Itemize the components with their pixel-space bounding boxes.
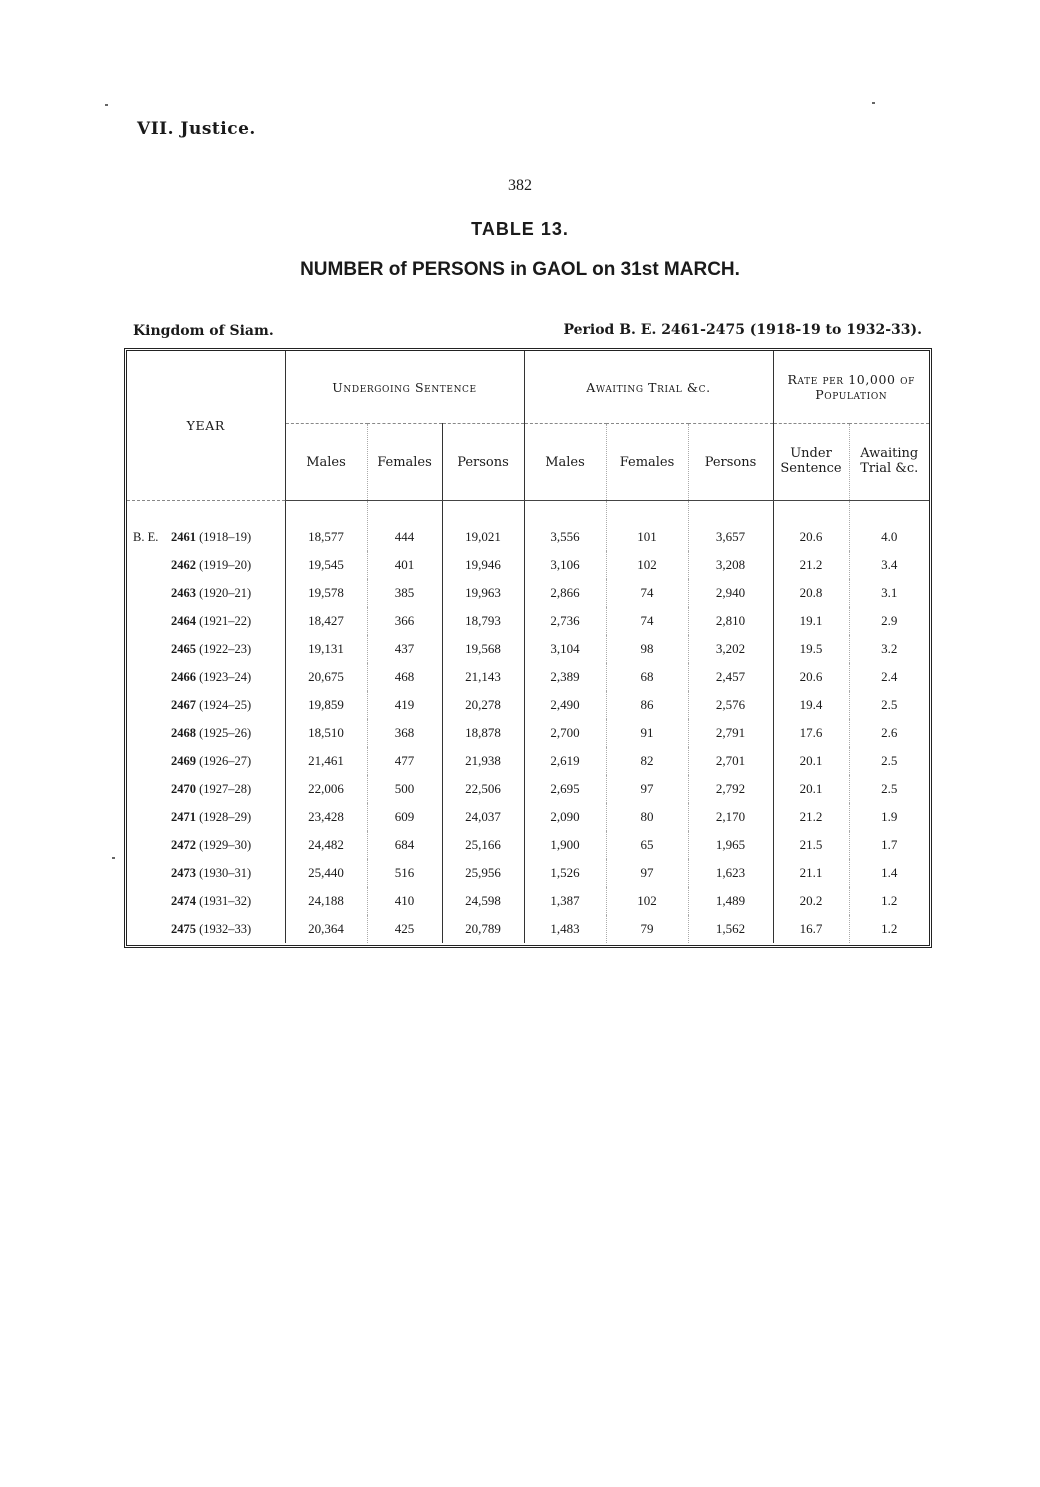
us-females-cell: 410 (367, 887, 442, 915)
at-persons-cell: 1,562 (688, 915, 773, 943)
buddhist-era-year: 2469 (171, 753, 196, 768)
table-number: TABLE 13. (471, 219, 569, 239)
gregorian-year: (1926–27) (199, 753, 252, 768)
buddhist-era-year: 2471 (171, 809, 196, 824)
at-persons-cell: 2,940 (688, 579, 773, 607)
us-persons-cell: 25,166 (442, 831, 524, 859)
year-cell (127, 719, 285, 747)
buddhist-era-year: 2467 (171, 697, 196, 712)
year-cell (127, 551, 285, 579)
table-row (127, 691, 929, 719)
rate-awaiting-trial-header: Awaiting Trial &c. (849, 424, 929, 501)
rate-under-sentence-cell: 17.6 (773, 719, 849, 747)
us-persons-cell: 19,021 (442, 501, 524, 552)
at-males-cell: 1,900 (524, 831, 606, 859)
gregorian-year: (1925–26) (199, 725, 252, 740)
us-persons-cell: 18,878 (442, 719, 524, 747)
page-number: 382 (508, 177, 532, 194)
us-males-cell: 22,006 (285, 775, 367, 803)
period-label: Period B. E. 2461-2475 (1918-19 to 1932-33). (563, 322, 922, 338)
us-females-cell: 425 (367, 915, 442, 943)
buddhist-era-year: 2470 (171, 781, 196, 796)
table-row (127, 831, 929, 859)
at-persons-cell: 2,792 (688, 775, 773, 803)
gregorian-year: (1922–23) (199, 641, 252, 656)
buddhist-era-year: 2468 (171, 725, 196, 740)
at-males-cell: 2,866 (524, 579, 606, 607)
at-males-cell: 1,483 (524, 915, 606, 943)
rate-awaiting-trial-cell: 2.4 (849, 663, 929, 691)
at-males-cell: 2,700 (524, 719, 606, 747)
table-title: NUMBER of PERSONS in GAOL on 31st MARCH. (300, 259, 740, 280)
us-persons-cell: 20,278 (442, 691, 524, 719)
year-cell (127, 803, 285, 831)
at-females-cell: 80 (606, 803, 688, 831)
year-cell (127, 915, 285, 943)
us-females-cell: 419 (367, 691, 442, 719)
table-row (127, 915, 929, 943)
rate-under-sentence-cell: 19.4 (773, 691, 849, 719)
us-females-cell: 468 (367, 663, 442, 691)
gregorian-year: (1931–32) (199, 893, 252, 908)
year-cell (127, 747, 285, 775)
us-males-cell: 18,427 (285, 607, 367, 635)
us-males-cell: 19,545 (285, 551, 367, 579)
at-males-cell: 2,389 (524, 663, 606, 691)
rate-under-sentence-cell: 21.5 (773, 831, 849, 859)
table-row (127, 579, 929, 607)
at-persons-cell: 3,202 (688, 635, 773, 663)
us-males-cell: 20,675 (285, 663, 367, 691)
rate-under-sentence-cell: 20.6 (773, 501, 849, 552)
us-females-cell: 684 (367, 831, 442, 859)
buddhist-era-year: 2472 (171, 837, 196, 852)
at-females-cell: 91 (606, 719, 688, 747)
buddhist-era-year: 2466 (171, 669, 196, 684)
at-males-cell: 3,104 (524, 635, 606, 663)
us-males-cell: 23,428 (285, 803, 367, 831)
rate-under-sentence-cell: 20.1 (773, 775, 849, 803)
at-persons-cell: 2,810 (688, 607, 773, 635)
rate-under-sentence-cell: 16.7 (773, 915, 849, 943)
us-persons-cell: 21,143 (442, 663, 524, 691)
gregorian-year: (1928–29) (199, 809, 252, 824)
us-males-cell: 18,577 (285, 501, 367, 552)
at-persons-cell: 2,791 (688, 719, 773, 747)
table-row (127, 635, 929, 663)
us-persons-cell: 24,037 (442, 803, 524, 831)
us-persons-cell: 18,793 (442, 607, 524, 635)
at-males-cell: 3,556 (524, 501, 606, 552)
rate-under-sentence-cell: 20.6 (773, 663, 849, 691)
rate-under-sentence-cell: 20.2 (773, 887, 849, 915)
table-row (127, 803, 929, 831)
us-males-cell: 19,859 (285, 691, 367, 719)
year-cell (127, 831, 285, 859)
us-persons-cell: 21,938 (442, 747, 524, 775)
rate-awaiting-trial-cell: 2.9 (849, 607, 929, 635)
us-males-cell: 19,131 (285, 635, 367, 663)
rate-under-sentence-cell: 21.1 (773, 859, 849, 887)
rate-awaiting-trial-cell: 1.2 (849, 887, 929, 915)
us-males-cell: 18,510 (285, 719, 367, 747)
at-females-cell: 68 (606, 663, 688, 691)
year-cell (127, 859, 285, 887)
buddhist-era-year: 2474 (171, 893, 196, 908)
at-males-cell: 3,106 (524, 551, 606, 579)
gregorian-year: (1920–21) (199, 585, 252, 600)
rate-awaiting-trial-cell: 1.2 (849, 915, 929, 943)
year-cell (127, 663, 285, 691)
rate-under-sentence-header: Under Sentence (773, 424, 849, 501)
rate-under-sentence-cell: 21.2 (773, 551, 849, 579)
us-females-cell: 437 (367, 635, 442, 663)
at-males-cell: 1,526 (524, 859, 606, 887)
at-females-cell: 82 (606, 747, 688, 775)
rate-awaiting-trial-cell: 3.2 (849, 635, 929, 663)
at-males-cell: 2,619 (524, 747, 606, 775)
gregorian-year: (1930–31) (199, 865, 252, 880)
us-females-header: Females (367, 424, 442, 501)
us-females-cell: 609 (367, 803, 442, 831)
gaol-table (127, 351, 929, 943)
rate-per-population-header: Rate per 10,000 of Population (773, 351, 929, 424)
us-persons-cell: 24,598 (442, 887, 524, 915)
year-cell (127, 775, 285, 803)
at-persons-cell: 1,965 (688, 831, 773, 859)
us-females-cell: 477 (367, 747, 442, 775)
gregorian-year: (1932–33) (199, 921, 252, 936)
section-heading: VII. Justice. (137, 119, 256, 139)
table-row (127, 887, 929, 915)
us-males-cell: 21,461 (285, 747, 367, 775)
us-males-cell: 19,578 (285, 579, 367, 607)
rate-awaiting-trial-cell: 1.9 (849, 803, 929, 831)
at-persons-cell: 1,489 (688, 887, 773, 915)
at-persons-cell: 2,701 (688, 747, 773, 775)
scan-speck (112, 857, 115, 859)
us-persons-cell: 19,963 (442, 579, 524, 607)
gregorian-year: (1924–25) (199, 697, 252, 712)
at-males-header: Males (524, 424, 606, 501)
at-females-cell: 102 (606, 551, 688, 579)
gregorian-year: (1921–22) (199, 613, 252, 628)
us-males-cell: 24,188 (285, 887, 367, 915)
gregorian-year: (1923–24) (199, 669, 252, 684)
at-females-cell: 86 (606, 691, 688, 719)
year-cell (127, 579, 285, 607)
buddhist-era-year: 2465 (171, 641, 196, 656)
buddhist-era-year: 2473 (171, 865, 196, 880)
year-cell (127, 501, 285, 552)
us-persons-cell: 19,568 (442, 635, 524, 663)
rate-under-sentence-cell: 19.5 (773, 635, 849, 663)
rate-awaiting-trial-cell: 2.6 (849, 719, 929, 747)
rate-awaiting-trial-cell: 2.5 (849, 775, 929, 803)
gregorian-year: (1919–20) (199, 557, 252, 572)
buddhist-era-year: 2461 (171, 529, 196, 544)
table-row (127, 775, 929, 803)
us-females-cell: 500 (367, 775, 442, 803)
at-females-cell: 101 (606, 501, 688, 552)
at-males-cell: 2,695 (524, 775, 606, 803)
year-column-header: YEAR (127, 351, 285, 501)
at-males-cell: 1,387 (524, 887, 606, 915)
at-persons-cell: 3,208 (688, 551, 773, 579)
us-persons-cell: 20,789 (442, 915, 524, 943)
at-females-header: Females (606, 424, 688, 501)
era-prefix: B. E. (133, 529, 159, 544)
at-males-cell: 2,490 (524, 691, 606, 719)
at-females-cell: 98 (606, 635, 688, 663)
gregorian-year: (1918–19) (199, 529, 252, 544)
us-males-cell: 25,440 (285, 859, 367, 887)
table-body (127, 501, 929, 944)
us-females-cell: 366 (367, 607, 442, 635)
us-males-cell: 20,364 (285, 915, 367, 943)
buddhist-era-year: 2475 (171, 921, 196, 936)
at-females-cell: 97 (606, 859, 688, 887)
year-cell (127, 607, 285, 635)
us-females-cell: 368 (367, 719, 442, 747)
at-persons-cell: 2,457 (688, 663, 773, 691)
us-persons-cell: 22,506 (442, 775, 524, 803)
rate-awaiting-trial-cell: 3.1 (849, 579, 929, 607)
buddhist-era-year: 2464 (171, 613, 196, 628)
rate-under-sentence-cell: 21.2 (773, 803, 849, 831)
at-females-cell: 74 (606, 607, 688, 635)
us-persons-cell: 25,956 (442, 859, 524, 887)
rate-under-sentence-cell: 20.1 (773, 747, 849, 775)
at-females-cell: 74 (606, 579, 688, 607)
buddhist-era-year: 2462 (171, 557, 196, 572)
us-females-cell: 516 (367, 859, 442, 887)
at-males-cell: 2,736 (524, 607, 606, 635)
gregorian-year: (1929–30) (199, 837, 252, 852)
rate-awaiting-trial-cell: 2.5 (849, 691, 929, 719)
table-row (127, 747, 929, 775)
year-cell (127, 887, 285, 915)
undergoing-sentence-header: Undergoing Sentence (285, 351, 524, 424)
table-row (127, 607, 929, 635)
rate-awaiting-trial-cell: 3.4 (849, 551, 929, 579)
table-row (127, 663, 929, 691)
table-row (127, 859, 929, 887)
at-persons-header: Persons (688, 424, 773, 501)
rate-awaiting-trial-cell: 1.7 (849, 831, 929, 859)
at-persons-cell: 3,657 (688, 501, 773, 552)
scan-speck (105, 104, 108, 106)
us-persons-cell: 19,946 (442, 551, 524, 579)
at-females-cell: 65 (606, 831, 688, 859)
table-row (127, 551, 929, 579)
table-row (127, 501, 929, 552)
table-row (127, 719, 929, 747)
rate-awaiting-trial-cell: 1.4 (849, 859, 929, 887)
year-cell (127, 635, 285, 663)
buddhist-era-year: 2463 (171, 585, 196, 600)
at-persons-cell: 2,170 (688, 803, 773, 831)
rate-awaiting-trial-cell: 4.0 (849, 501, 929, 552)
us-females-cell: 444 (367, 501, 442, 552)
at-females-cell: 102 (606, 887, 688, 915)
at-males-cell: 2,090 (524, 803, 606, 831)
at-persons-cell: 2,576 (688, 691, 773, 719)
rate-under-sentence-cell: 20.8 (773, 579, 849, 607)
us-males-cell: 24,482 (285, 831, 367, 859)
awaiting-trial-header: Awaiting Trial &c. (524, 351, 773, 424)
us-persons-header: Persons (442, 424, 524, 501)
gregorian-year: (1927–28) (199, 781, 252, 796)
rate-awaiting-trial-cell: 2.5 (849, 747, 929, 775)
us-females-cell: 401 (367, 551, 442, 579)
at-persons-cell: 1,623 (688, 859, 773, 887)
year-cell (127, 691, 285, 719)
us-males-header: Males (285, 424, 367, 501)
region-label: Kingdom of Siam. (133, 323, 274, 339)
at-females-cell: 79 (606, 915, 688, 943)
us-females-cell: 385 (367, 579, 442, 607)
at-females-cell: 97 (606, 775, 688, 803)
scan-speck (872, 102, 875, 104)
rate-under-sentence-cell: 19.1 (773, 607, 849, 635)
